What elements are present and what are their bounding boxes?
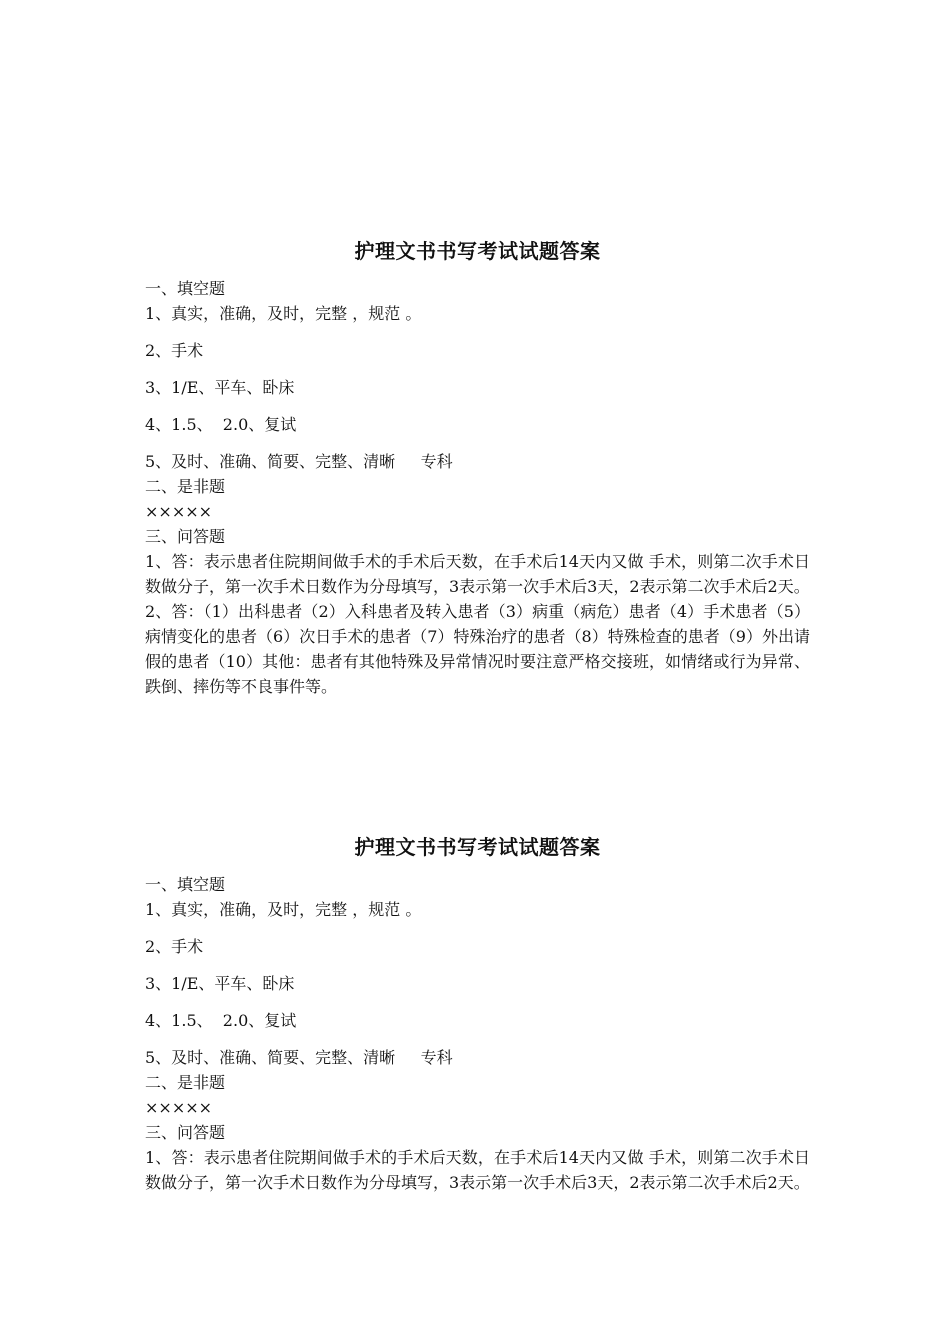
fill-answer-2: 2、手术 xyxy=(145,937,204,956)
fill-answer-3: 3、1/E、平车、卧床 xyxy=(145,974,295,993)
fill-answer-1: 1、真实，准确，及时，完整 ，规范 。 xyxy=(145,304,422,323)
answer-section-2 xyxy=(145,832,810,1195)
section-heading-true-false: 二、是非题 xyxy=(145,477,226,496)
fill-answer-3: 3、1/E、平车、卧床 xyxy=(145,378,295,397)
qa-answer-1: 1、答：表示患者住院期间做手术的手术后天数，在手术后14天内又做 手术，则第二次手术日数做分子，第一次手术日数作为分母填写，3表示第一次手术后3天，2表示第二次手术后2天。 xyxy=(145,1148,810,1192)
section-heading-fill-in: 一、填空题 xyxy=(145,279,226,298)
qa-answer-2: 2、答：（1）出科患者（2）入科患者及转入患者（3）病重（病危）患者（4）手术患者（5）病情变化的患者（6）次日手术的患者（7）特殊治疗的患者（8）特殊检查的患者（9）外出请假的患者（10）其他：患者有其他特殊及异常情况时要注意严格交接班，如情绪或行为异常、跌倒、摔伤等不良事件等。 xyxy=(145,602,810,696)
page-title: 护理文书书写考试试题答案 xyxy=(354,239,601,263)
fill-answer-4: 4、1.5、 2.0、复试 xyxy=(145,1011,297,1030)
section-heading-qa: 三、问答题 xyxy=(145,527,226,546)
page-title: 护理文书书写考试试题答案 xyxy=(354,835,601,859)
section-heading-qa: 三、问答题 xyxy=(145,1123,226,1142)
fill-answer-5: 5、及时、准确、简要、完整、清晰 专科 xyxy=(145,452,453,471)
answer-section-1 xyxy=(145,236,810,699)
qa-answer-1: 1、答：表示患者住院期间做手术的手术后天数，在手术后14天内又做 手术，则第二次手术日数做分子，第一次手术日数作为分母填写，3表示第一次手术后3天，2表示第二次手术后2天。 xyxy=(145,552,810,596)
fill-answer-1: 1、真实，准确，及时，完整 ，规范 。 xyxy=(145,900,422,919)
section-heading-fill-in: 一、填空题 xyxy=(145,875,226,894)
section-heading-true-false: 二、是非题 xyxy=(145,1073,226,1092)
true-false-answers: ××××× xyxy=(145,1098,213,1117)
fill-answer-4: 4、1.5、 2.0、复试 xyxy=(145,415,297,434)
fill-answer-2: 2、手术 xyxy=(145,341,204,360)
true-false-answers: ××××× xyxy=(145,502,213,521)
fill-answer-5: 5、及时、准确、简要、完整、清晰 专科 xyxy=(145,1048,453,1067)
